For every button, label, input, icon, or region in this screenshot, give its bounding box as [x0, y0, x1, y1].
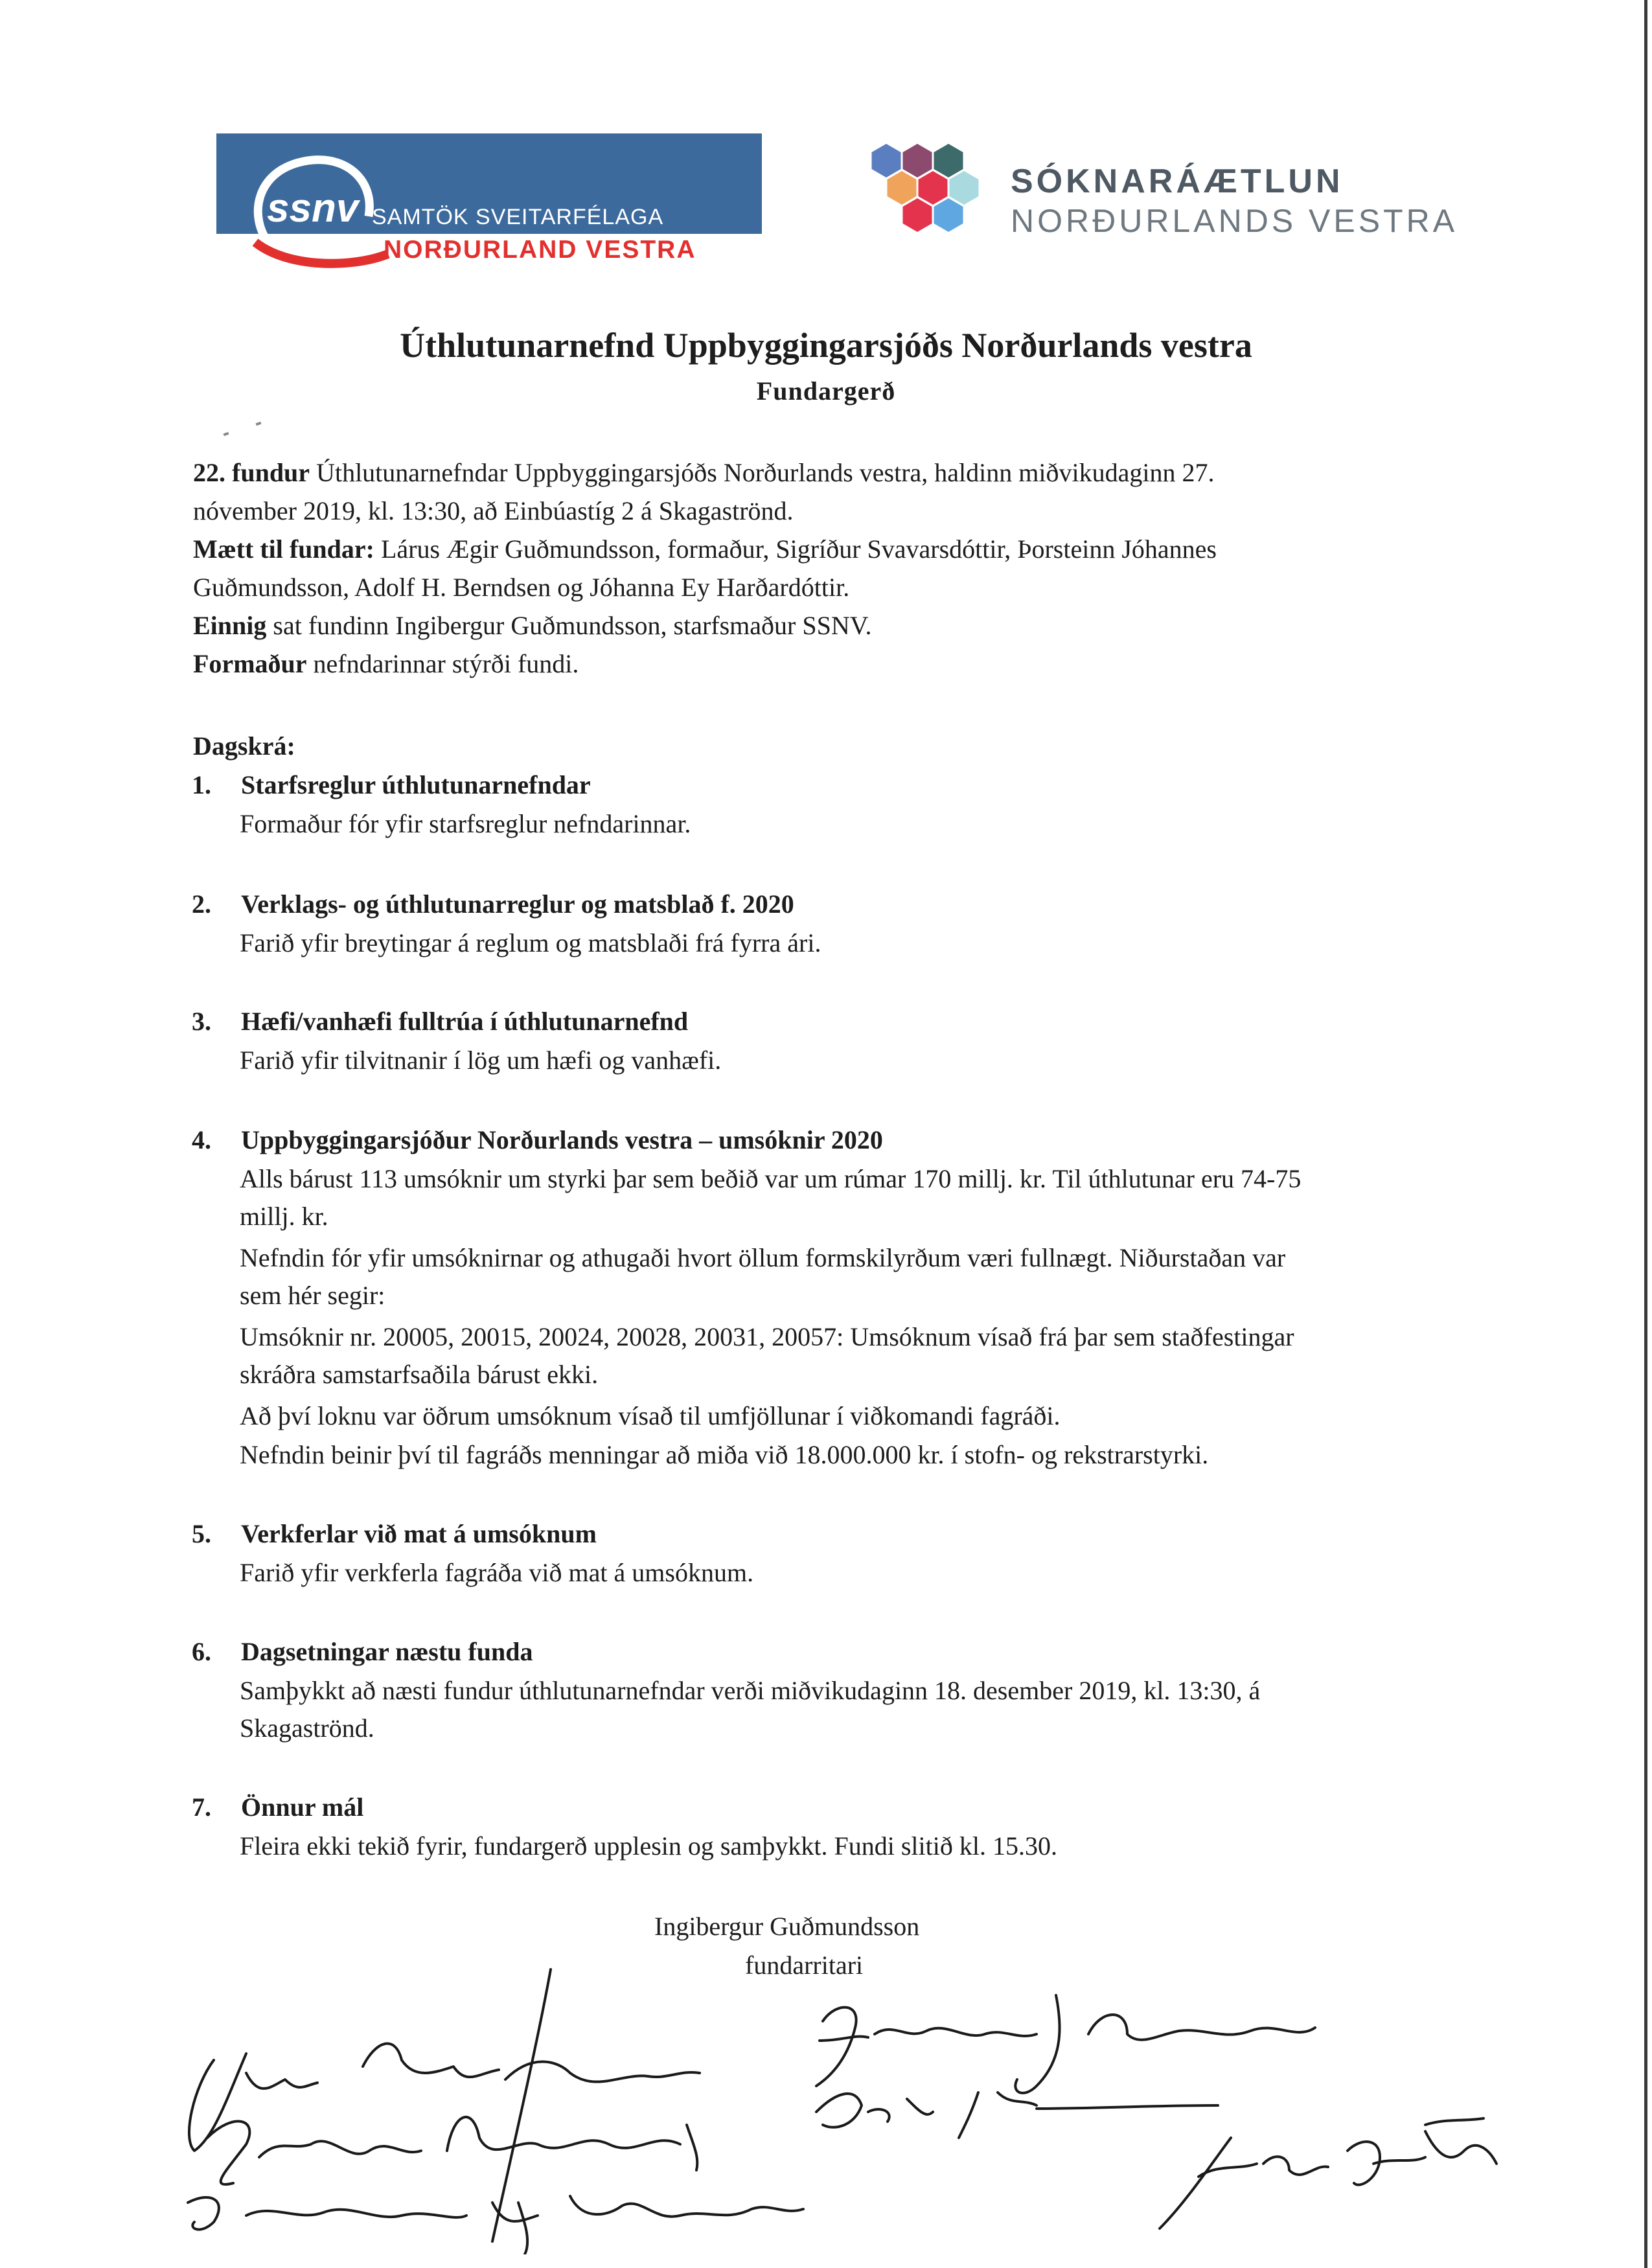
- intro-line-4: Guðmundsson, Adolf H. Berndsen og Jóhanna Ey Harðardóttir.: [193, 573, 850, 602]
- scan-speck: [224, 432, 229, 436]
- agenda-item-text: Fleira ekki tekið fyrir, fundargerð upplesin og samþykkt. Fundi slitið kl. 15.30.: [240, 1831, 1057, 1861]
- signature-adolf: [816, 2092, 1218, 2138]
- agenda-item-text: Farið yfir breytingar á reglum og matsblaði frá fyrra ári.: [240, 928, 821, 957]
- also-label: Einnig: [193, 611, 267, 640]
- agenda-item-number: 6.: [192, 1637, 211, 1666]
- chair-text: nefndarinnar stýrði fundi.: [306, 649, 579, 678]
- agenda-item-heading: Dagsetningar næstu funda: [241, 1637, 533, 1666]
- signature-larus: [189, 1969, 700, 2241]
- hexagon-shape: [950, 171, 979, 205]
- signatures-block: [0, 1943, 1652, 2254]
- attendees-text: Lárus Ægir Guðmundsson, formaður, Sigríður Svavarsdóttir, Þorsteinn Jóhannes: [374, 534, 1217, 564]
- agenda-item-heading: Önnur mál: [241, 1793, 364, 1822]
- agenda-item-text: Skagaströnd.: [240, 1713, 374, 1743]
- agenda-item-text: Nefndin beinir því til fagráðs menningar að miða við 18.000.000 kr. í stofn- og rekstrarstyrki.: [240, 1440, 1209, 1469]
- agenda-item-text: millj. kr.: [240, 1202, 328, 1231]
- agenda-item-number: 2.: [192, 889, 211, 919]
- agenda-item-number: 3.: [192, 1007, 211, 1036]
- intro-text: Úthlutunarnefndar Uppbyggingarsjóðs Norðurlands vestra, haldinn miðvikudaginn 27.: [310, 458, 1215, 487]
- soknaraaetlun-line2: NORÐURLANDS VESTRA: [1011, 203, 1458, 239]
- ssnv-logo: [216, 133, 762, 269]
- agenda-item-heading: Uppbyggingarsjóður Norðurlands vestra – umsóknir 2020: [241, 1125, 883, 1154]
- agenda-item-text: skráðra samstarfsaðila bárust ekki.: [240, 1360, 599, 1389]
- hexagon-shape: [919, 171, 948, 205]
- signature-ingibergur: [1160, 2118, 1497, 2228]
- soknaraaetlun-line1: SÓKNARÁÆTLUN: [1011, 163, 1344, 200]
- signature-sigridur: [207, 2117, 697, 2184]
- ssnv-monogram: ssnv: [267, 186, 359, 231]
- agenda-item-number: 7.: [192, 1793, 211, 1822]
- agenda-label: Dagskrá:: [193, 731, 295, 761]
- intro-line-3: [193, 530, 1217, 569]
- agenda-item-heading: Verklags- og úthlutunarreglur og matsblað f. 2020: [241, 889, 794, 919]
- hexagon-shape: [934, 198, 963, 232]
- agenda-item-text: Alls bárust 113 umsóknir um styrki þar sem beðið var um rúmar 170 millj. kr. Til úthlutunar eru 74-75: [240, 1164, 1302, 1193]
- hexagon-shape: [872, 144, 901, 178]
- scan-speck: [256, 422, 262, 426]
- secretary-role: fundarritari: [745, 1951, 864, 1980]
- secretary-name: Ingibergur Guðmundsson: [654, 1912, 920, 1941]
- hexagon-shape: [903, 144, 932, 178]
- agenda-item-text: Umsóknir nr. 20005, 20015, 20024, 20028, 20031, 20057: Umsóknum vísað frá þar sem staðfestingar: [240, 1322, 1294, 1351]
- agenda-item-text: sem hér segir:: [240, 1281, 385, 1310]
- also-text: sat fundinn Ingibergur Guðmundsson, starfsmaður SSNV.: [266, 611, 872, 640]
- ssnv-emblem-icon: [242, 145, 391, 269]
- agenda-item-heading: Hæfi/vanhæfi fulltrúa í úthlutunarnefnd: [241, 1007, 689, 1036]
- agenda-item-number: 4.: [192, 1125, 211, 1154]
- hexagon-shape: [934, 144, 963, 178]
- agenda-item-number: 1.: [192, 770, 211, 799]
- soknaraaetlun-logo: [862, 143, 1458, 259]
- hexagon-cluster-icon: [862, 143, 1004, 253]
- ssnv-logo-line1: SAMTÖK SVEITARFÉLAGA: [372, 205, 664, 229]
- agenda-item-number: 5.: [192, 1519, 211, 1548]
- signature-thorsteinn: [816, 1995, 1315, 2093]
- document-title: Úthlutunarnefnd Uppbyggingarsjóðs Norðurlands vestra: [400, 326, 1252, 365]
- intro-line-6: [193, 645, 579, 683]
- agenda-item-text: Samþykkt að næsti fundur úthlutunarnefndar verði miðvikudaginn 18. desember 2019, kl. 13:30, á: [240, 1676, 1261, 1705]
- intro-line-5: [193, 606, 871, 645]
- hexagon-shape: [888, 171, 917, 205]
- agenda-item-text: Að því loknu var öðrum umsóknum vísað til umfjöllunar í viðkomandi fagráði.: [240, 1401, 1061, 1430]
- agenda-item-text: Nefndin fór yfir umsóknirnar og athugaði hvort öllum formskilyrðum væri fullnægt. Niðurstaðan var: [240, 1243, 1286, 1272]
- agenda-item-text: Farið yfir tilvitnanir í lög um hæfi og vanhæfi.: [240, 1046, 722, 1075]
- agenda-item-heading: Verkferlar við mat á umsóknum: [241, 1519, 597, 1548]
- document-subtitle: Fundargerð: [756, 376, 896, 406]
- meeting-number: 22. fundur: [193, 458, 310, 487]
- chair-label: Formaður: [193, 649, 307, 678]
- ssnv-logo-line2: NORÐURLAND VESTRA: [384, 236, 696, 264]
- agenda-item-text: Formaður fór yfir starfsreglur nefndarinnar.: [240, 809, 691, 838]
- intro-line-1: [193, 453, 1215, 492]
- agenda-item-text: Farið yfir verkferla fagráða við mat á umsóknum.: [240, 1558, 754, 1587]
- attendees-label: Mætt til fundar:: [193, 534, 374, 564]
- intro-line-2: nóvember 2019, kl. 13:30, að Einbúastíg 2 á Skagaströnd.: [193, 496, 794, 525]
- agenda-item-heading: Starfsreglur úthlutunarnefndar: [241, 770, 591, 799]
- hexagon-shape: [903, 198, 932, 232]
